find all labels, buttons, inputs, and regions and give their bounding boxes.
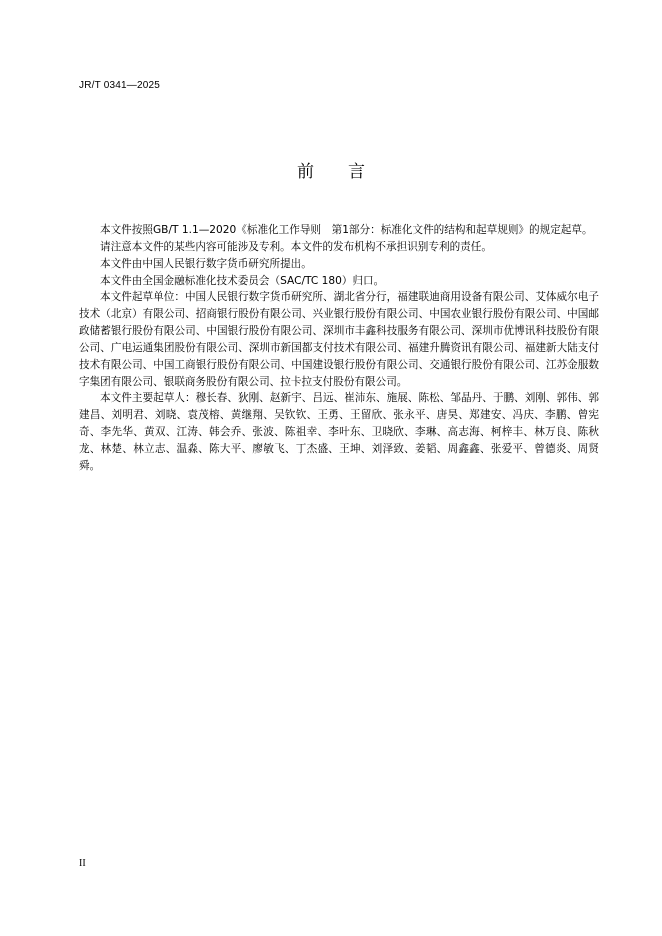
title-char-2: 言 (348, 162, 365, 182)
page-number: II (79, 858, 86, 869)
title-char-1: 前 (297, 162, 314, 182)
foreword-body (79, 222, 599, 475)
page-title (0, 162, 662, 182)
paragraph-drafters: 本文件主要起草人：穆长春、狄刚、赵新宇、吕远、崔沛东、施展、陈松、邹晶丹、于鹏、刘刚、郭伟、郭建昌、刘明君、刘晓、袁茂榕、黄继翔、吴钦钦、王勇、王留欣、张永平、唐昊、郑建安、冯庆、李鹏、曾宪奇、李先华、黄双、江涛、韩会乔、张波、陈祖幸、李叶东、卫晓欣、李琳、高志海、柯梓丰、林万良、陈秋龙、林楚、林立志、温淼、陈大平、廖敏飞、丁杰盛、王坤、刘泽致、姜韬、周鑫鑫、张爱平、曾德炎、周贤舜。 (79, 392, 599, 472)
paragraph-drafting-basis: 本文件按照GB/T 1.1—2020《标准化工作导则 第1部分：标准化文件的结构和起草规则》的规定起草。 (100, 224, 593, 236)
paragraph-proposer: 本文件由中国人民银行数字货币研究所提出。 (100, 257, 312, 270)
standard-code: JR/T 0341—2025 (79, 80, 160, 91)
paragraph-patent-notice: 请注意本文件的某些内容可能涉及专利。本文件的发布机构不承担识别专利的责任。 (100, 240, 492, 253)
paragraph-drafting-units: 本文件起草单位：中国人民银行数字货币研究所、湖北省分行，福建联迪商用设备有限公司、艾体威尔电子技术（北京）有限公司、招商银行股份有限公司、兴业银行股份有限公司、中国农业银行股份有限公司、中国邮政储蓄银行股份有限公司、中国银行股份有限公司、深圳市丰鑫科技服务有限公司、深圳市优博讯科技股份有限公司、广电运通集团股份有限公司、深圳市新国都支付技术有限公司、福建升腾资讯有限公司、福建新大陆支付技术有限公司、中国工商银行股份有限公司、中国建设银行股份有限公司、交通银行股份有限公司、江苏金服数字集团有限公司、银联商务股份有限公司、拉卡拉支付股份有限公司。 (79, 291, 599, 388)
paragraph-administrator: 本文件由全国金融标准化技术委员会（SAC/TC 180）归口。 (100, 274, 385, 287)
